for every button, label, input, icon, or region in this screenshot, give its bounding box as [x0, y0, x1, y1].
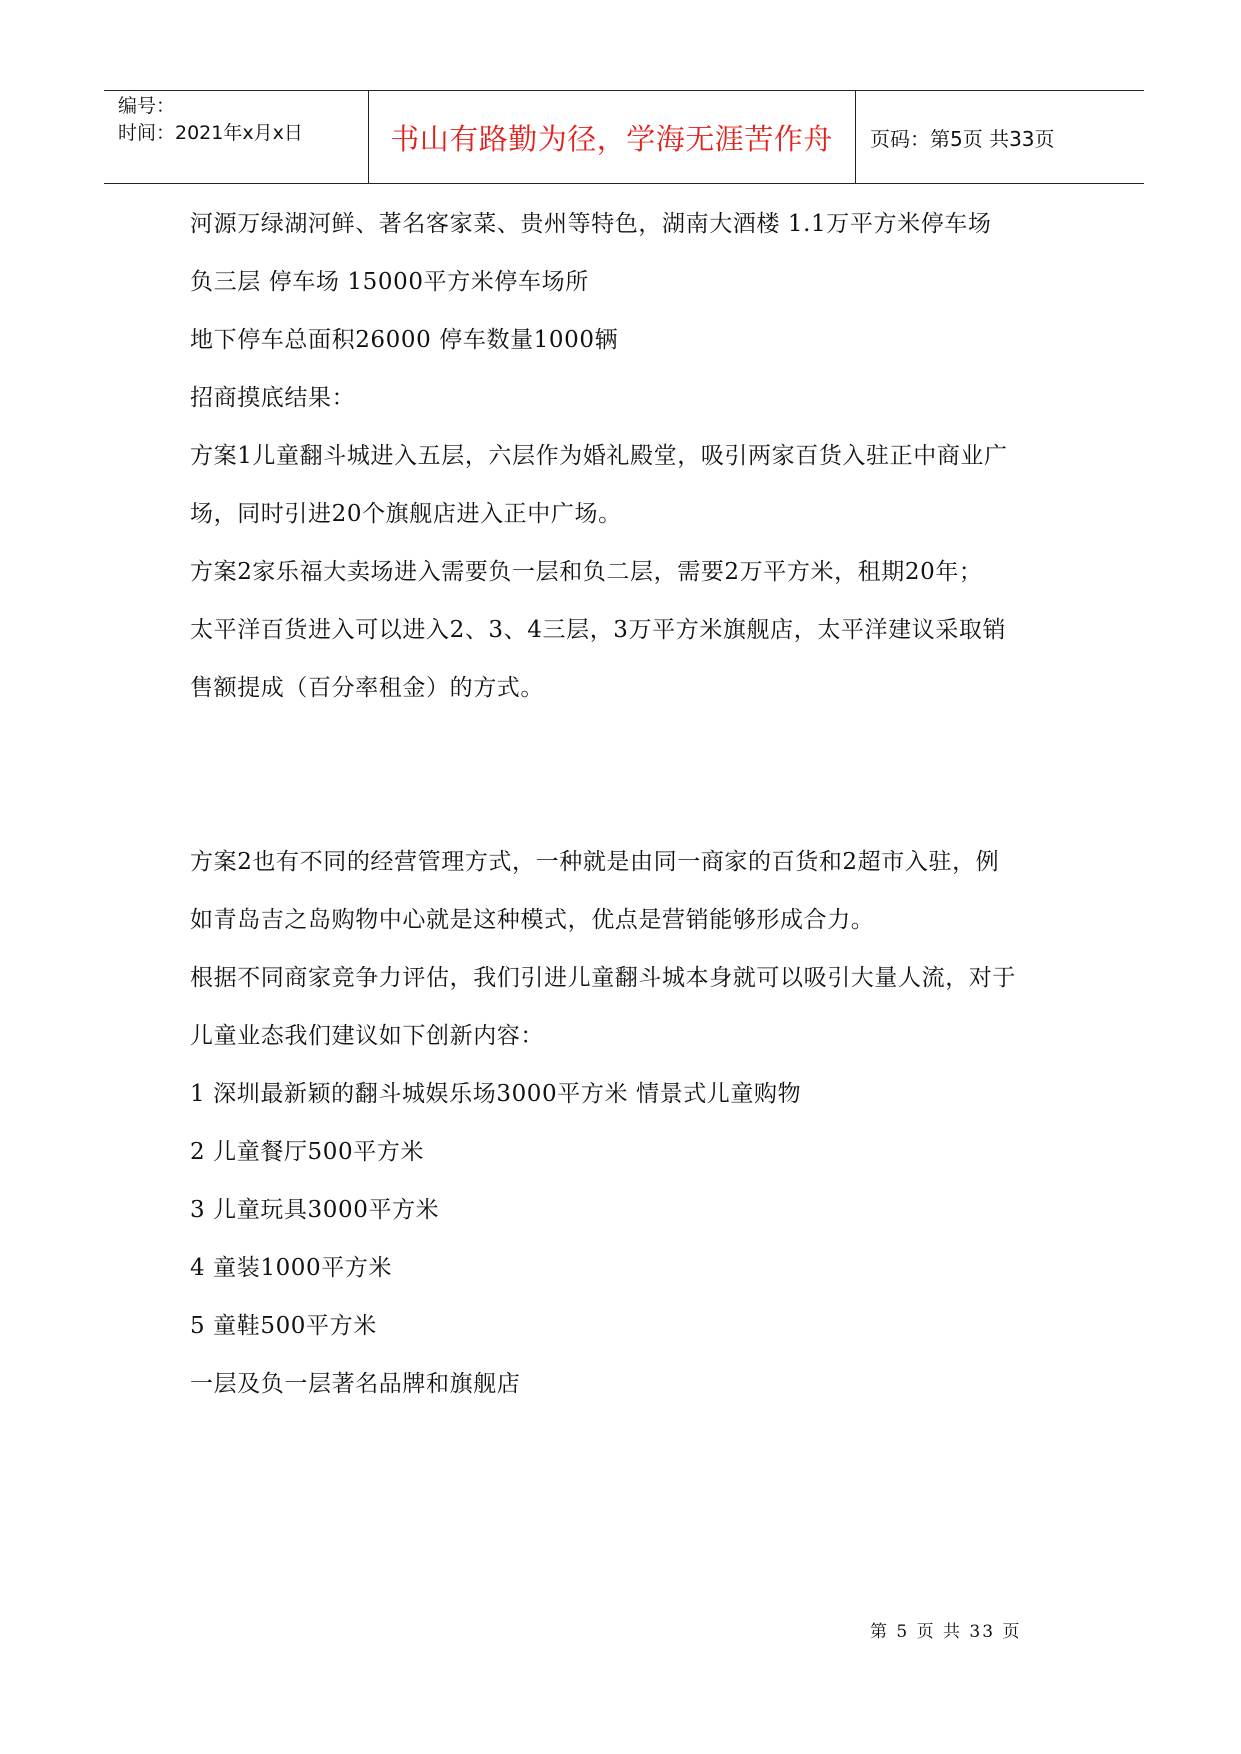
paragraph-line: 售额提成（百分率租金）的方式。 [190, 675, 544, 701]
list-item: 4 童装1000平方米 [190, 1255, 393, 1281]
page-footer: 第 5 页 共 33 页 [870, 1622, 1022, 1642]
paragraph-line: 方案1儿童翻斗城进入五层，六层作为婚礼殿堂，吸引两家百货入驻正中商业广 [190, 443, 1008, 469]
header-meta [118, 91, 368, 183]
paragraph-line: 一层及负一层著名品牌和旗舰店 [190, 1371, 521, 1397]
header-page-info: 页码：第5页 共33页 [870, 126, 1055, 151]
paragraph-line: 招商摸底结果： [190, 385, 356, 411]
page-header [104, 90, 1144, 184]
time-label: 时间：2021年x月x日 [118, 122, 303, 144]
paragraph-line: 方案2家乐福大卖场进入需要负一层和负二层，需要2万平方米，租期20年； [190, 559, 983, 585]
list-item: 2 儿童餐厅500平方米 [190, 1139, 425, 1165]
paragraph-line: 负三层 停车场 15000平方米停车场所 [190, 269, 589, 295]
paragraph-line: 根据不同商家竞争力评估，我们引进儿童翻斗城本身就可以吸引大量人流，对于 [190, 965, 1016, 991]
paragraph-line: 地下停车总面积26000 停车数量1000辆 [190, 327, 619, 353]
list-item: 5 童鞋500平方米 [190, 1313, 377, 1339]
list-item: 1 深圳最新颖的翻斗城娱乐场3000平方米 情景式儿童购物 [190, 1081, 802, 1107]
paragraph-line: 河源万绿湖河鲜、著名客家菜、贵州等特色，湖南大酒楼 1.1万平方米停车场 [190, 211, 992, 237]
header-motto: 书山有路勤为径，学海无涯苦作舟 [390, 121, 833, 156]
paragraph-line: 儿童业态我们建议如下创新内容： [190, 1023, 544, 1049]
header-divider [855, 91, 856, 183]
paragraph-line: 场，同时引进20个旗舰店进入正中广场。 [190, 501, 622, 527]
paragraph-line: 方案2也有不同的经营管理方式，一种就是由同一商家的百货和2超市入驻，例 [190, 849, 1000, 875]
paragraph-line: 太平洋百货进入可以进入2、3、4三层，3万平方米旗舰店，太平洋建议采取销 [190, 617, 1007, 643]
paragraph-line: 如青岛吉之岛购物中心就是这种模式，优点是营销能够形成合力。 [190, 907, 875, 933]
list-item: 3 儿童玩具3000平方米 [190, 1197, 440, 1223]
number-label: 编号： [118, 95, 176, 117]
